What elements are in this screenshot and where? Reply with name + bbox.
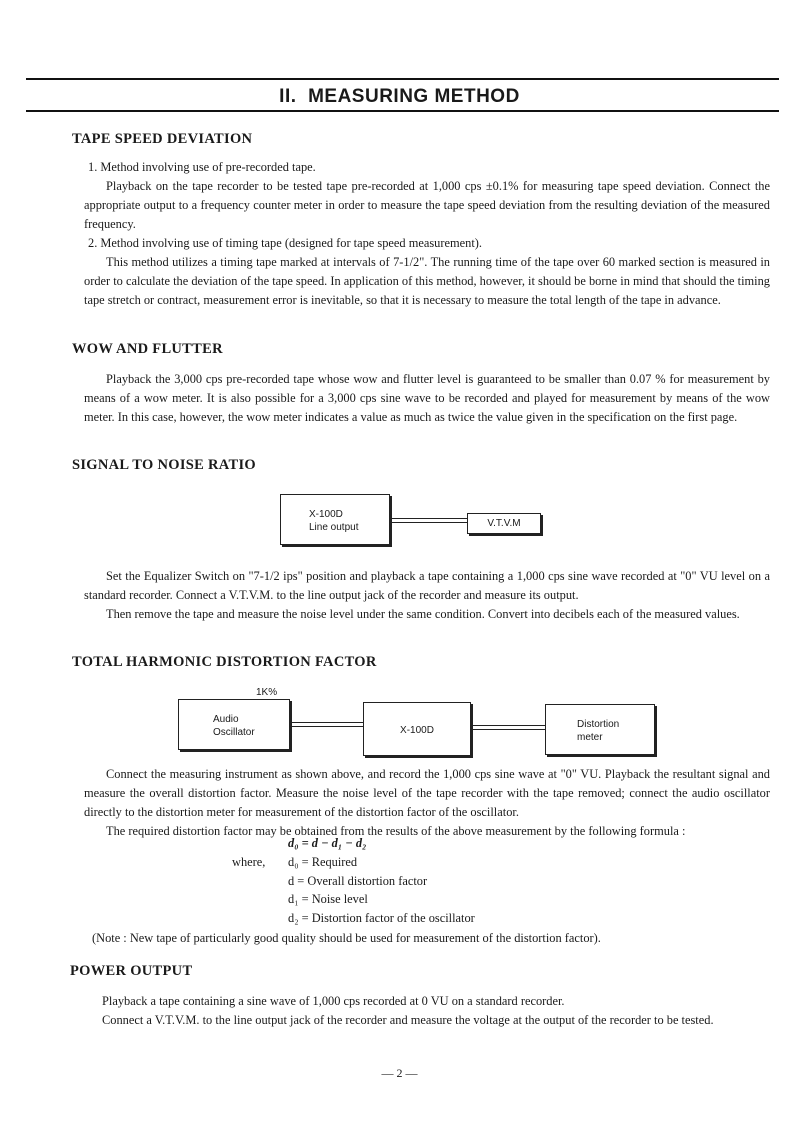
heading-thd: TOTAL HARMONIC DISTORTION FACTOR <box>72 654 377 670</box>
snr-source-label-1: X-100D <box>309 509 343 520</box>
thd-oscillator-label-1: Audio <box>213 714 239 725</box>
tape-speed-item1-body: Playback on the tape recorder to be tested tape pre-recorded at 1,000 cps ±0.1% for measuring tape speed deviation. Connect the appropriate output to a frequency counter meter in order to measure the tape speed deviation from the resulting deviation of the measured frequency. <box>84 179 770 231</box>
heading-snr: SIGNAL TO NOISE RATIO <box>72 457 256 473</box>
thd-def-1: d₀ = Required <box>288 855 358 869</box>
thd-def-4: d₂ = Distortion factor of the oscillator <box>288 911 475 925</box>
snr-source-label-2: Line output <box>309 522 359 533</box>
power-body1: Playback a tape containing a sine wave of 1,000 cps recorded at 0 VU on a standard recorder. <box>102 994 565 1008</box>
snr-vtvm-box <box>467 513 541 534</box>
thd-wire-2 <box>471 725 546 730</box>
thd-meter-label-1: Distortion <box>577 719 620 730</box>
tape-speed-item2-body: This method utilizes a timing tape marked at intervals of 7-1/2". The running time of the tape over 60 marked section is measured in order to calculate the deviation of the tape speed. In application of this method, however, it should be borne in mind that should the timing tape stretch or contract, measurement error is inevitable, so that it is necessary to measure the total length of the tape in advance. <box>84 255 770 307</box>
thd-note: (Note : New tape of particularly good quality should be used for measurement of the distortion factor). <box>92 931 601 945</box>
thd-def-2: d = Overall distortion factor <box>288 874 428 888</box>
thd-where: where, <box>232 855 266 869</box>
snr-body2: Then remove the tape and measure the noise level under the same condition. Convert into decibels each of the measured values. <box>106 607 740 621</box>
heading-wow-flutter: WOW AND FLUTTER <box>72 341 223 357</box>
thd-wire-1 <box>290 722 364 727</box>
tape-speed-item1: 1. Method involving use of pre-recorded tape. <box>88 160 316 174</box>
thd-body1: Connect the measuring instrument as shown above, and record the 1,000 cps sine wave at "0" VU. Playback the resultant signal and measure the overall distortion factor. Measure the noise level of the tape recorder with the tape removed; connect the audio oscillator directly to the distortion meter for measurement of the distortion factor of the oscillator. <box>84 767 770 819</box>
heading-tape-speed: TAPE SPEED DEVIATION <box>72 131 253 147</box>
title-rule-top <box>26 78 779 80</box>
power-body2: Connect a V.T.V.M. to the line output jack of the recorder and measure the voltage at the output of the recorder to be tested. <box>102 1013 714 1027</box>
page-title: II. MEASURING METHOD <box>279 86 520 107</box>
thd-body2: The required distortion factor may be obtained from the results of the above measurement by the following formula : <box>106 824 686 838</box>
wow-flutter-body: Playback the 3,000 cps pre-recorded tape whose wow and flutter level is guaranteed to be smaller than 0.07 % for measurement by means of a wow meter. It is also possible for a 3,000 cps sine wave to be recorded and played for measurement by means of the wow meter. In this case, however, the wow meter indicates a value as much as twice the value given in the specification on the first page. <box>84 372 770 424</box>
thd-def-3: d₁ = Noise level <box>288 892 368 906</box>
page-number: — 2 — <box>381 1066 418 1080</box>
thd-device-label: X-100D <box>400 725 434 736</box>
snr-wire <box>390 518 468 523</box>
thd-meter-label-2: meter <box>577 732 603 743</box>
heading-power-output: POWER OUTPUT <box>70 963 193 979</box>
thd-oscillator-label-2: Oscillator <box>213 727 255 738</box>
snr-source-box <box>280 494 390 545</box>
title-rule-bottom <box>26 110 779 112</box>
thd-meter-box <box>545 704 655 755</box>
snr-vtvm-label: V.T.V.M <box>487 518 521 529</box>
tape-speed-item2: 2. Method involving use of timing tape (designed for tape speed measurement). <box>88 236 482 250</box>
thd-formula: d₀ = d − d₁ − d₂ <box>288 836 367 850</box>
thd-device-box <box>363 702 471 756</box>
snr-body1: Set the Equalizer Switch on "7-1/2 ips" position and playback a tape containing a 1,000 cps sine wave recorded at "0" VU level on a standard recorder. Connect a V.T.V.M. to the line output jack of the recorder and measure its output. <box>84 569 770 602</box>
thd-freq-label: 1K% <box>256 687 278 698</box>
thd-oscillator-box <box>178 699 290 750</box>
